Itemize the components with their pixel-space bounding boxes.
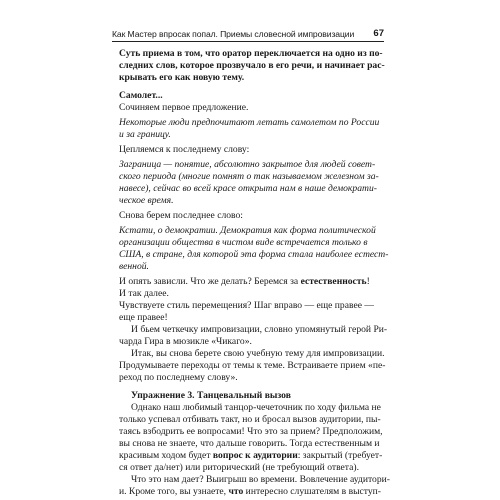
body-line: красивым ходом будет вопрос к аудитории: закрытый (требует- (119, 450, 383, 461)
quote-line: и за границу. (119, 129, 171, 140)
lead-line: Суть приема в том, что оратор переключается на одно из по- (119, 48, 383, 59)
body-line: еще правее! (119, 312, 168, 323)
body-line: реход по последнему слову». (119, 372, 238, 383)
body-line: И бьем четкечку импровизации, словно упомянутый герой Ри- (131, 324, 388, 335)
body-line: И так далее. (119, 288, 169, 299)
body-line: таясь взбодрить ее вопросами! Что это за прием? Предположим, (119, 426, 383, 437)
body-line: вы снова не знаете, что дальше говорить. Тогда естественным и (119, 438, 380, 449)
quote-line: Заграница — понятие, абсолютно закрытое для людей совет- (119, 159, 376, 170)
quote-line: организации общества в чистом виде встречается только в (119, 237, 368, 248)
body-line: Итак, вы снова берете свою учебную тему для импровизации. (131, 348, 385, 359)
lead-line: крывать его как новую тему. (119, 72, 245, 83)
body-line: Что это нам дает? Выигрыш во времени. Вовлечение аудитори- (131, 474, 390, 485)
body-line: и. Кроме того, вы узнаете, что интересно слушателям в выступ- (119, 486, 381, 497)
lead-line: следних слов, которое прозвучало в его речи, и начинает рас- (119, 60, 385, 71)
example-title: Самолет... (119, 90, 163, 101)
quote-line: США, в стране, для которой эта форма стала наиболее естест- (119, 249, 389, 260)
body-line: Чувствуете стиль перемещения? Шаг вправо — еще правее — (119, 300, 374, 311)
body-line: Продумываете переходы от темы к теме. Встраиваете прием «пе- (119, 360, 386, 371)
running-title: Как Мастер впросак попал. Приемы словесной импровизации (112, 29, 355, 39)
quote-line: ского периода (многие помнят о так называемом железном за- (119, 171, 379, 182)
keyword-bold: вопрос к аудитории (212, 450, 298, 461)
step-text: Сочиняем первое предложение. (119, 102, 249, 113)
keyword-bold: естественность (300, 276, 367, 287)
keyword-bold: что (228, 486, 244, 497)
step-text: Снова берем последнее слово: (119, 210, 243, 221)
body-line: ся ответ да/нет) или риторический (не требующий ответа). (119, 462, 359, 473)
body-line: только успевал отбивать такт, но и бросал вызов аудитории, пы- (119, 414, 381, 425)
body-line: чарда Гира в мюзикле «Чикаго». (119, 336, 252, 347)
quote-line: Кстати, о демократии. Демократия как форма политической (119, 225, 376, 236)
exercise-title: Упражнение 3. Танцевальный вызов (131, 390, 291, 401)
page-number: 67 (373, 28, 384, 39)
quote-line: навесе), сейчас во всей красе открыта нам в наше демократи- (119, 183, 377, 194)
running-header (112, 26, 384, 42)
lead-paragraph (119, 48, 385, 84)
quote-line: ческое время. (119, 195, 174, 206)
body-line: И опять зависли. Что же делать? Беремся за естественность! (119, 276, 370, 287)
page-body (119, 48, 390, 498)
quote-line: Некоторые люди предпочитают летать самолетом по России (119, 117, 380, 128)
quote-line: венной. (119, 261, 149, 272)
body-line: Однако наш любимый танцор-чечеточник по ходу фильма не (131, 402, 381, 413)
step-text: Цепляемся к последнему слову: (119, 144, 250, 155)
